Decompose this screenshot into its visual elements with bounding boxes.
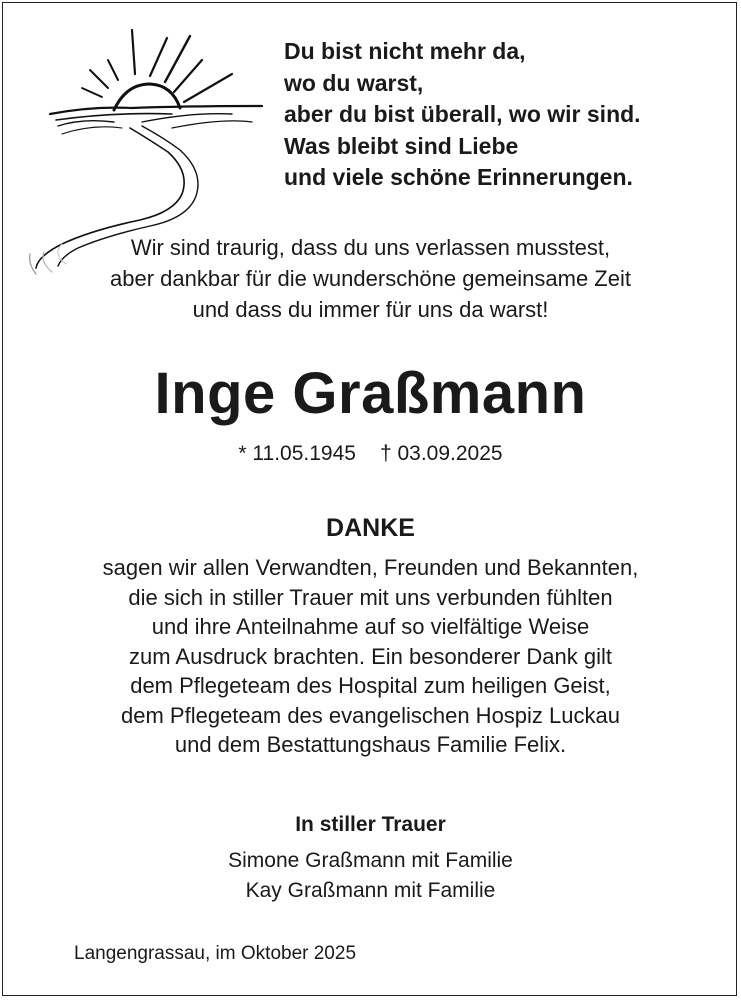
mourner-entry: Simone Graßmann mit Familie: [228, 849, 513, 872]
death-date: † 03.09.2025: [379, 442, 503, 465]
poem-line: Was bleibt sind Liebe: [284, 132, 519, 159]
place-date: Langengrassau, im Oktober 2025: [74, 943, 357, 964]
intro-line: und dass du immer für uns da warst!: [192, 297, 549, 322]
intro-text: [0, 232, 741, 325]
poem-line: und viele schöne Erinnerungen.: [284, 164, 633, 190]
thanks-line: und ihre Anteilnahme auf so vielfältige Weise: [151, 614, 590, 639]
poem-line: wo du warst,: [284, 69, 424, 96]
thanks-heading: DANKE: [326, 514, 415, 542]
thanks-line: und dem Bestattungshaus Familie Felix.: [174, 732, 567, 757]
mourners-list: [0, 846, 741, 906]
thanks-line: dem Pflegeteam des evangelischen Hospiz Luckau: [121, 702, 620, 728]
deceased-name: Inge Graßmann: [154, 361, 587, 426]
intro-line: aber dankbar für die wunderschöne gemeinsame Zeit: [110, 266, 631, 291]
poem-line: aber du bist überall, wo wir sind.: [284, 101, 641, 127]
intro-line: Wir sind traurig, dass du uns verlassen musstest,: [130, 235, 611, 260]
birth-date: * 11.05.1945: [238, 442, 356, 465]
mourner-entry: Kay Graßmann mit Familie: [245, 879, 496, 902]
poem-verse: [284, 36, 724, 194]
life-dates: [0, 439, 741, 469]
thanks-line: dem Pflegeteam des Hospital zum heiligen Geist,: [130, 673, 611, 698]
thanks-line: zum Ausdruck brachten. Ein besonderer Dank gilt: [128, 643, 613, 669]
thanks-line: sagen wir allen Verwandten, Freunden und Bekannten,: [102, 555, 639, 580]
poem-line: Du bist nicht mehr da,: [284, 38, 526, 64]
thanks-text: [0, 553, 741, 760]
thanks-line: die sich in stiller Trauer mit uns verbunden fühlten: [128, 584, 613, 610]
signoff-heading: In stiller Trauer: [295, 813, 446, 836]
